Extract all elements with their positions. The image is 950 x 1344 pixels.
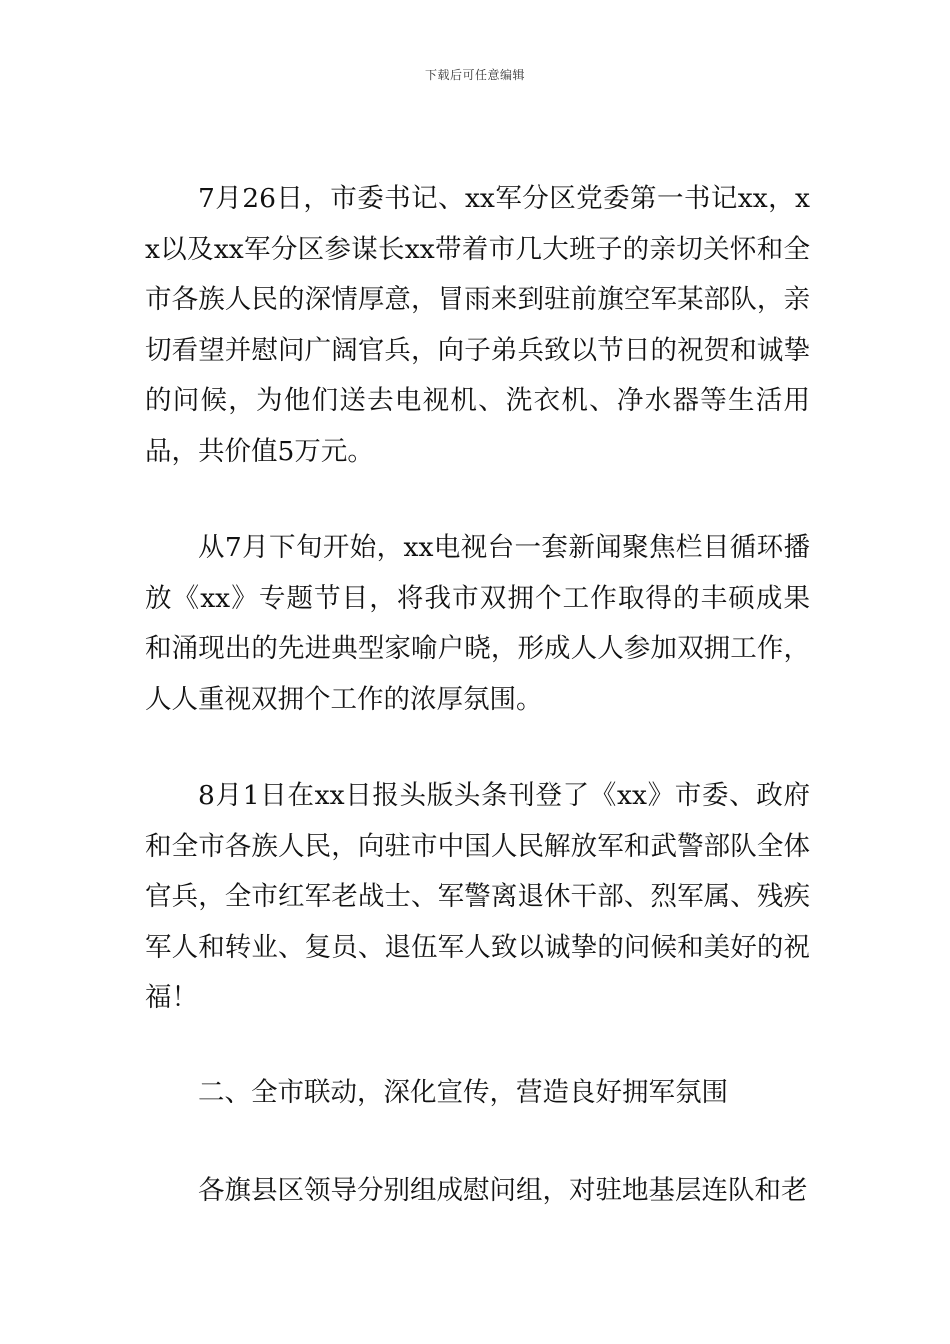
paragraph-4: 各旗县区领导分别组成慰问组，对驻地基层连队和老	[198, 1175, 808, 1206]
section-heading: 二、全市联动，深化宣传，营造良好拥军氛围	[198, 1076, 728, 1108]
document-body	[145, 174, 810, 1217]
paragraph-3: 8月1日在xx日报头版头条刊登了《xx》市委、政府和全市各族人民，向驻市中国人民解放军和武警部队全体官兵，全市红军老战士、军警离退休干部、烈军属、残疾军人和转业、复员、退伍军人致以诚挚的问候和美好的祝福！	[145, 780, 810, 1013]
paragraph-2: 从7月下旬开始，xx电视台一套新闻聚焦栏目循环播放《xx》专题节目，将我市双拥个工作取得的丰硕成果和涌现出的先进典型家喻户晓，形成人人参加双拥工作，人人重视双拥个工作的浓厚氛围。	[145, 532, 810, 715]
page-header-note: 下载后可任意编辑	[424, 68, 525, 82]
paragraph-1: 7月26日，市委书记、xx军分区党委第一书记xx，xx以及xx军分区参谋长xx带着市几大班子的亲切关怀和全市各族人民的深情厚意，冒雨来到驻前旗空军某部队，亲切看望并慰问广阔官兵，向子弟兵致以节日的祝贺和诚挚的问候，为他们送去电视机、洗衣机、净水器等生活用品，共价值5万元。	[145, 183, 810, 467]
